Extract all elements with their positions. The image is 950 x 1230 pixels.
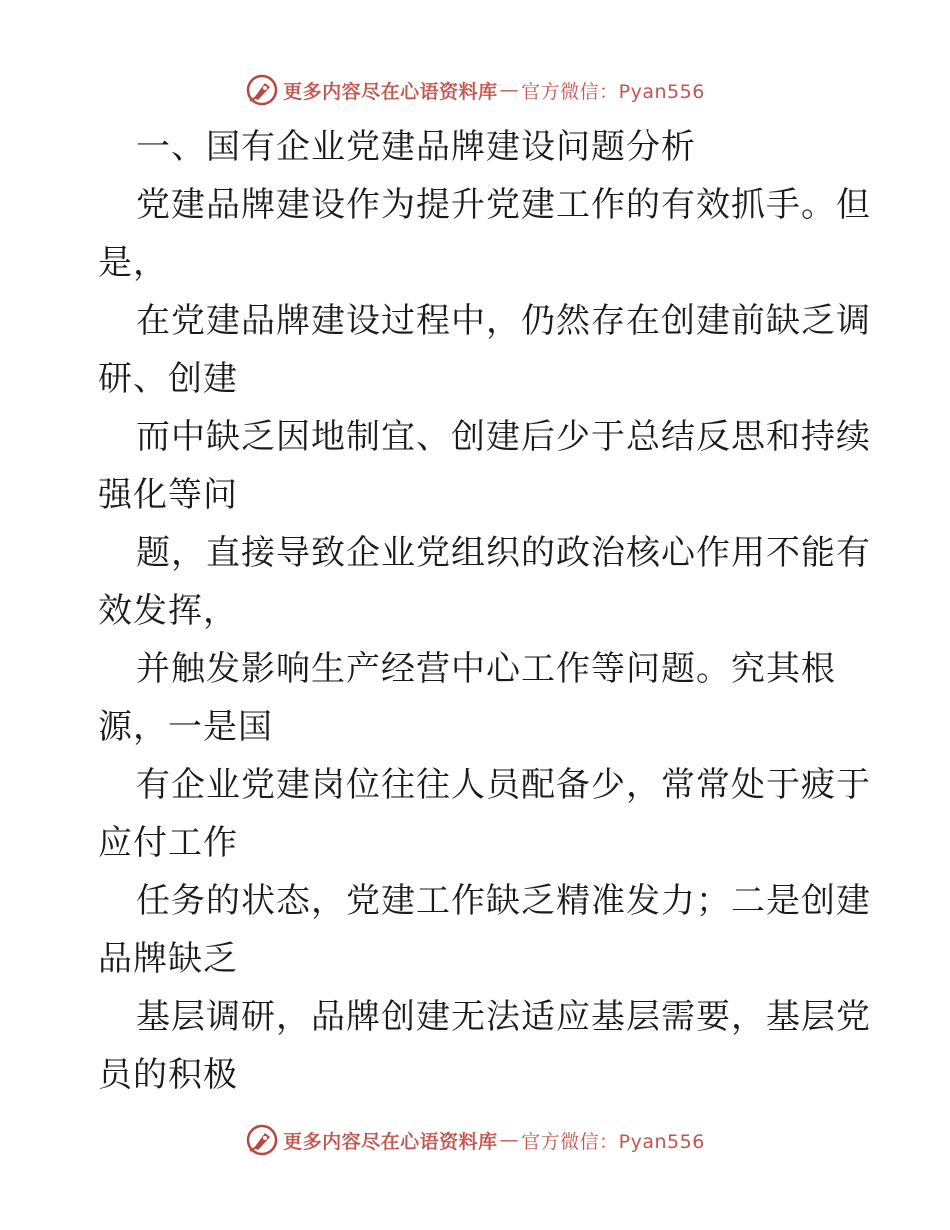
paragraph-line: 员的积极 [98, 1055, 238, 1095]
paragraph-line: 并触发影响生产经营中心工作等问题。究其根 [136, 649, 836, 689]
document-body [98, 118, 871, 1104]
paragraph-line: 效发挥， [98, 591, 238, 631]
banner-wechat: 官方微信：Pyan556 [521, 80, 705, 103]
paragraph-line: 党建品牌建设作为提升党建工作的有效抓手。但 [136, 185, 871, 225]
banner-label: 更多内容尽在心语资料库 [283, 80, 498, 103]
header-banner [0, 70, 950, 110]
banner-dash: — [499, 1129, 520, 1151]
banner-label: 更多内容尽在心语资料库 [283, 1130, 498, 1153]
pen-nib-logo-icon [245, 1123, 279, 1157]
paragraph-line: 是， [98, 243, 168, 283]
pen-nib-logo-icon [245, 73, 279, 107]
paragraph-line: 而中缺乏因地制宜、创建后少于总结反思和持续 [136, 417, 871, 457]
paragraph-line: 基层调研，品牌创建无法适应基层需要，基层党 [136, 997, 871, 1037]
banner-wechat: 官方微信：Pyan556 [521, 1130, 705, 1153]
heading-line: 一、国有企业党建品牌建设问题分析 [136, 127, 696, 167]
paragraph-line: 强化等问 [98, 475, 238, 515]
paragraph-line: 有企业党建岗位往往人员配备少，常常处于疲于 [136, 765, 871, 805]
paragraph-line: 研、创建 [98, 359, 238, 399]
paragraph-line: 题，直接导致企业党组织的政治核心作用不能有 [136, 533, 871, 573]
paragraph-line: 在党建品牌建设过程中，仍然存在创建前缺乏调 [136, 301, 871, 341]
banner-dash: — [499, 79, 520, 101]
paragraph-line: 源，一是国 [98, 707, 273, 747]
paragraph-line: 应付工作 [98, 823, 238, 863]
footer-banner [0, 1120, 950, 1160]
paragraph-line: 任务的状态，党建工作缺乏精准发力；二是创建 [136, 881, 871, 921]
paragraph-line: 品牌缺乏 [98, 939, 238, 979]
